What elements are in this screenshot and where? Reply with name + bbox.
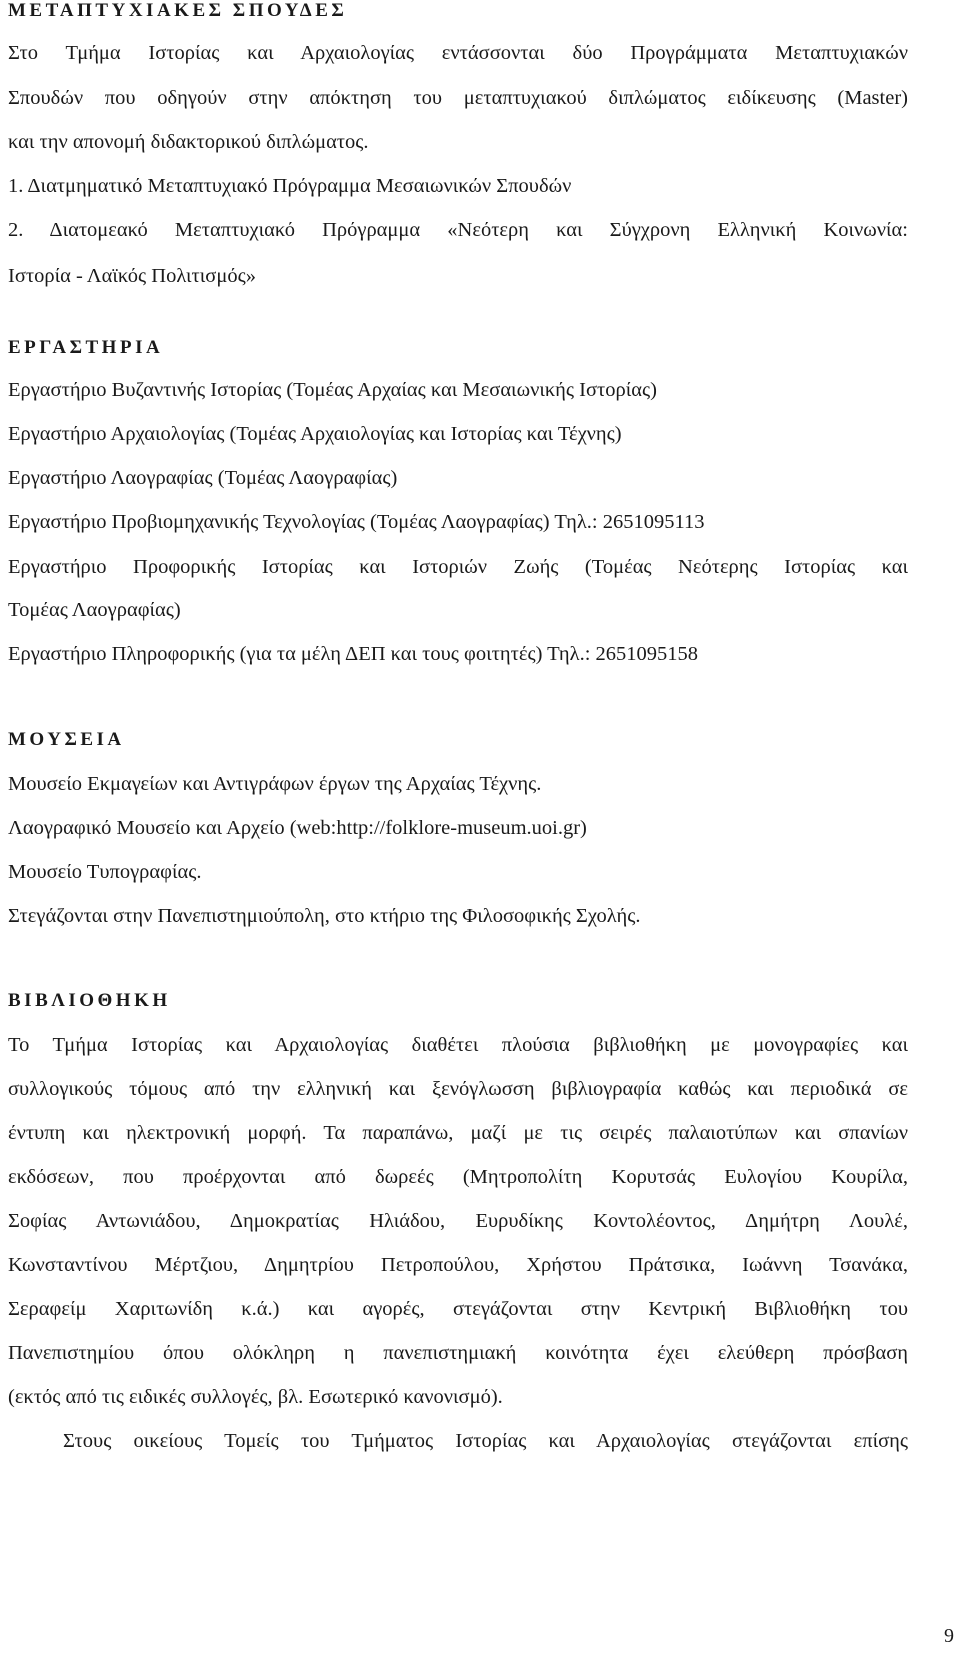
lab-item: Εργαστήριο Προφορικής Ιστορίας και Ιστοριών Ζωής (Τομέας Νεότερης Ιστορίας και bbox=[8, 556, 908, 578]
lab-item: Εργαστήριο Πληροφορικής (για τα μέλη ΔΕΠ και τους φοιτητές) Τηλ.: 2651095158 bbox=[8, 643, 699, 665]
library-continuation-line: Στους οικείους Τομείς του Τμήματος Ιστορίας και Αρχαιολογίας στεγάζονται επίσης bbox=[63, 1430, 908, 1452]
museum-item: Μουσείο Εκμαγείων και Αντιγράφων έργων της Αρχαίας Τέχνης. bbox=[8, 773, 542, 795]
library-paragraph-line: Κωνσταντίνου Μέρτζιου, Δημητρίου Πετροπούλου, Χρήστου Πράτσικα, Ιωάννη Τσανάκα, bbox=[8, 1254, 908, 1276]
museum-location-note: Στεγάζονται στην Πανεπιστημιούπολη, στο κτήριο της Φιλοσοφικής Σχολής. bbox=[8, 905, 641, 927]
library-heading: ΒΙΒΛΙΟΘΗΚΗ bbox=[8, 990, 171, 1011]
postgraduate-intro-line: Στο Τμήμα Ιστορίας και Αρχαιολογίας εντάσσονται δύο Προγράμματα Μεταπτυχιακών bbox=[8, 42, 908, 64]
lab-item: Εργαστήριο Προβιομηχανικής Τεχνολογίας (Τομέας Λαογραφίας) Τηλ.: 2651095113 bbox=[8, 511, 705, 533]
postgraduate-intro-line: Σπουδών που οδηγούν στην απόκτηση του μεταπτυχιακού διπλώματος ειδίκευσης (Master) bbox=[8, 87, 908, 109]
library-paragraph-line: έντυπη και ηλεκτρονική μορφή. Τα παραπάνω, μαζί με τις σειρές παλαιοτύπων και σπανίων bbox=[8, 1122, 908, 1144]
museums-heading: ΜΟΥΣΕΙΑ bbox=[8, 729, 125, 750]
postgraduate-intro-line: και την απονομή διδακτορικού διπλώματος. bbox=[8, 131, 369, 153]
library-paragraph-line: (εκτός από τις ειδικές συλλογές, βλ. Εσωτερικό κανονισμό). bbox=[8, 1386, 503, 1408]
lab-item: Εργαστήριο Βυζαντινής Ιστορίας (Τομέας Αρχαίας και Μεσαιωνικής Ιστορίας) bbox=[8, 379, 657, 401]
lab-item-continuation: Τομέας Λαογραφίας) bbox=[8, 599, 181, 621]
labs-heading: ΕΡΓΑΣΤΗΡΙΑ bbox=[8, 337, 164, 358]
program-item-1: 1. Διατμηματικό Μεταπτυχιακό Πρόγραμμα Μεσαιωνικών Σπουδών bbox=[8, 175, 572, 197]
program-item-2-continuation: Ιστορία - Λαϊκός Πολιτισμός» bbox=[8, 265, 256, 287]
museum-item: Μουσείο Τυπογραφίας. bbox=[8, 861, 202, 883]
postgraduate-heading: ΜΕΤΑΠΤΥΧΙΑΚΕΣ ΣΠΟΥΔΕΣ bbox=[8, 0, 348, 21]
lab-item: Εργαστήριο Λαογραφίας (Τομέας Λαογραφίας) bbox=[8, 467, 398, 489]
program-item-2: 2. Διατομεακό Μεταπτυχιακό Πρόγραμμα «Νεότερη και Σύγχρονη Ελληνική Κοινωνία: bbox=[8, 219, 908, 241]
library-paragraph-line: εκδόσεων, που προέρχονται από δωρεές (Μητροπολίτη Κορυτσάς Ευλογίου Κουρίλα, bbox=[8, 1166, 908, 1188]
museum-item: Λαογραφικό Μουσείο και Αρχείο (web:http://folklore-museum.uoi.gr) bbox=[8, 817, 587, 839]
library-paragraph-line: Πανεπιστημίου όπου ολόκληρη η πανεπιστημιακή κοινότητα έχει ελεύθερη πρόσβαση bbox=[8, 1342, 908, 1364]
library-paragraph-line: Σεραφείμ Χαριτωνίδη κ.ά.) και αγορές, στεγάζονται στην Κεντρική Βιβλιοθήκη του bbox=[8, 1298, 908, 1320]
library-paragraph-line: συλλογικούς τόμους από την ελληνική και ξενόγλωσση βιβλιογραφία καθώς και περιοδικά σε bbox=[8, 1078, 908, 1100]
library-paragraph-line: Το Τμήμα Ιστορίας και Αρχαιολογίας διαθέτει πλούσια βιβλιοθήκη με μονογραφίες και bbox=[8, 1034, 908, 1056]
library-paragraph-line: Σοφίας Αντωνιάδου, Δημοκρατίας Ηλιάδου, Ευρυδίκης Κοντολέοντος, Δημήτρη Λουλέ, bbox=[8, 1210, 908, 1232]
page-number: 9 bbox=[944, 1625, 954, 1647]
lab-item: Εργαστήριο Αρχαιολογίας (Τομέας Αρχαιολογίας και Ιστορίας και Τέχνης) bbox=[8, 423, 622, 445]
